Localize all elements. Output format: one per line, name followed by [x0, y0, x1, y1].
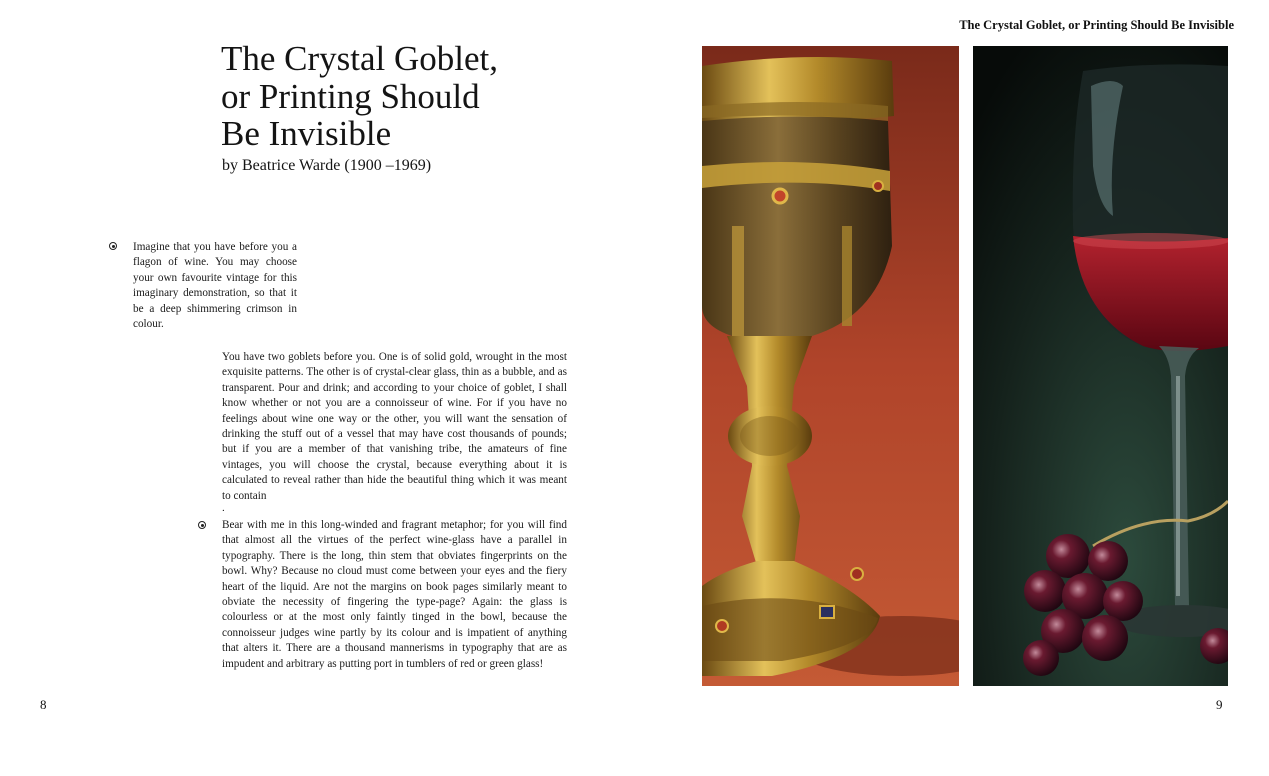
- title-line-1: The Crystal Goblet,: [221, 39, 499, 78]
- paragraph-stray-period: .: [222, 502, 225, 514]
- paragraph-metaphor: Bear with me in this long-winded and fragrant metaphor; for you will find that almost all the virtues of the perfect wine-glass have a parallel in typography. There is the long, thin stem that obviates fingerprints on the bowl. Why? Because no cloud must come between your eyes and the fiery heart of the liquid. Are not the margins on book pages similarly meant to obviate the necessity of fingering the type-page? Again: the glass is colourless or at the most only faintly tinged in the bowl, because the connoisseur judges wine partly by its colour and is impatient of anything that alters it. There are a thousand mannerisms in typography that are as impudent and arbitrary as putting port in tumblers of red or green glass!: [222, 519, 567, 670]
- page-number-left: 8: [40, 697, 47, 712]
- running-head: The Crystal Goblet, or Printing Should Be Invisible: [959, 18, 1234, 32]
- bullet-icon: [109, 242, 117, 250]
- golden-goblet-image: [702, 46, 959, 686]
- bullet-icon: [198, 521, 206, 529]
- wine-glass-image: [973, 46, 1228, 686]
- title-line-2: or Printing Should: [221, 76, 480, 116]
- byline: by Beatrice Warde (1900 –1969): [222, 157, 432, 174]
- page-number-right: 9: [1216, 697, 1223, 712]
- wine-glass-illustration: [973, 46, 1228, 686]
- golden-goblet-illustration: [702, 46, 959, 686]
- paragraph-intro: Imagine that you have before you a flagon of wine. You may choose your own favourite vintage for this imaginary demonstration, so that it be a deep shimmering crimson in colour.: [133, 241, 297, 331]
- title-line-3: Be Invisible: [221, 114, 392, 153]
- paragraph-two-goblets: You have two goblets before you. One is of solid gold, wrought in the most exquisite patterns. The other is of crystal-clear glass, thin as a bubble, and as transparent. Pour and drink; and according to your choice of goblet, I shall know whether or not you are a connoisseur of wine. For if you have no feelings about wine one way or the other, you will want the sensation of drinking the stuff out of a vessel that may have cost thousands of pounds; but if you are a member of that vanishing tribe, the amateurs of fine vintages, you will choose the crystal, because everything about it is calculated to reveal rather than hide the beautiful thing which it was meant to contain: [222, 351, 567, 502]
- article-title: [221, 40, 581, 153]
